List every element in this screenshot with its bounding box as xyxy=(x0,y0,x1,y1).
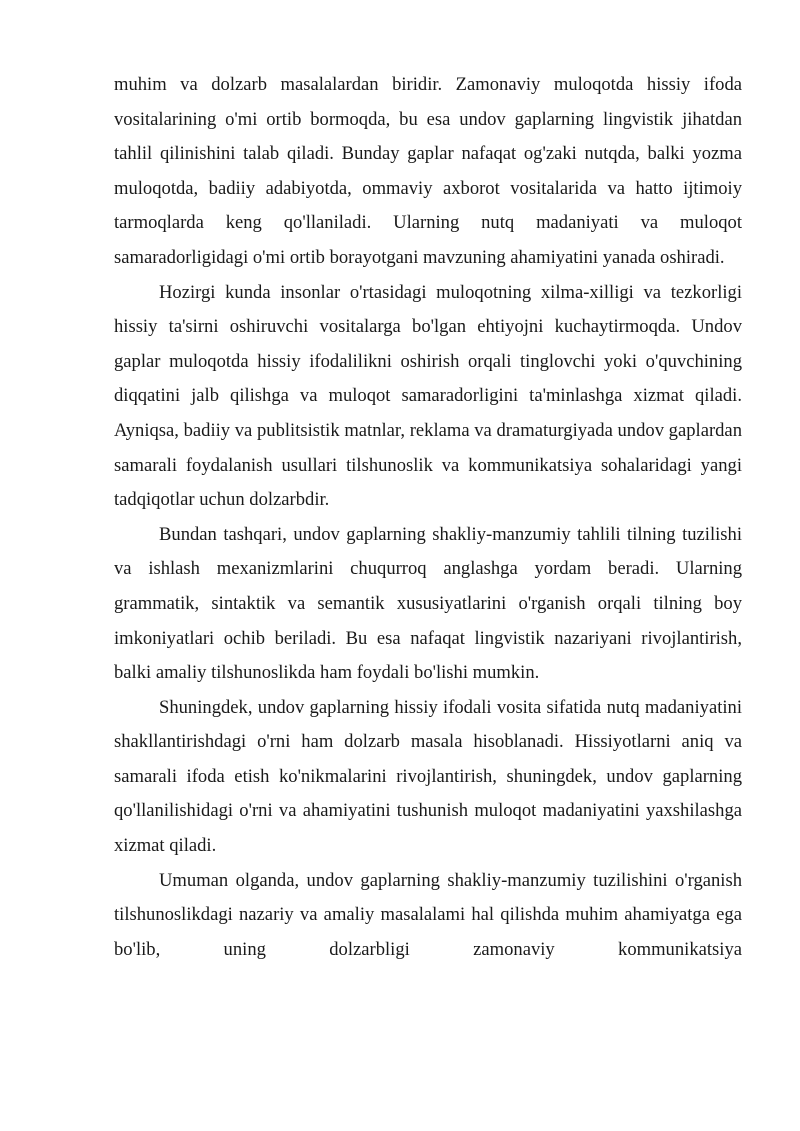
document-page xyxy=(114,68,742,967)
paragraph-conclusion: Umuman olganda, undov gaplarning shakliy-manzumiy tuzilishini o'rganish tilshunoslikdagi nazariy va amaliy masalalami hal qilishda muhim ahamiyatga ega bo'lib, uning dolzarbligi zamonaviy kommunikatsiya xyxy=(114,869,742,960)
paragraph-continuation: muhim va dolzarb masalalardan biridir. Zamonaviy muloqotda hissiy ifoda vositalarining o'mi ortib bormoqda, bu esa undov gaplarning lingvistik jihatdan tahlil qilinishini talab qiladi. Bunday gaplar nafaqat og'zaki nutqda, balki yozma muloqotda, badiiy adabiyotda, ommaviy axborot vositalarida va hatto ijtimoiy tarmoqlarda keng qo'llaniladi. Ularning nutq madaniyati va muloqot samaradorligidagi o'mi ortib borayotgani mavzuning ahamiyatini yanada oshiradi. xyxy=(114,74,742,268)
paragraph-communication-needs: Hozirgi kunda insonlar o'rtasidagi muloqotning xilma-xilligi va tezkorligi hissiy ta'sirni oshiruvchi vositalarga bo'lgan ehtiyojni kuchaytirmoqda. Undov gaplar muloqotda hissiy ifodalilikni oshirish orqali tinglovchi yoki o'quvchining diqqatini jalb qilishga va muloqot samaradorligini ta'minlashga xizmat qiladi. Ayniqsa, badiiy va publitsistik matnlar, reklama va dramaturgiyada undov gaplardan samarali foydalanish usullari tilshunoslik va kommunikatsiya sohalaridagi yangi tadqiqotlar uchun dolzarbdir. xyxy=(114,281,742,511)
paragraph-structural-analysis: Bundan tashqari, undov gaplarning shakliy-manzumiy tahlili tilning tuzilishi va ishlash mexanizmlarini chuqurroq anglashga yordam beradi. Ularning grammatik, sintaktik va semantik xususiyatlarini o'rganish orqali tilning boy imkoniyatlari ochib beriladi. Bu esa nafaqat lingvistik nazariyani rivojlantirish, balki amaliy tilshunoslikda ham foydali bo'lishi mumkin. xyxy=(114,523,742,684)
paragraph-speech-culture: Shuningdek, undov gaplarning hissiy ifodali vosita sifatida nutq madaniyatini shakllantirishdagi o'rni ham dolzarb masala hisoblanadi. Hissiyotlarni aniq va samarali ifoda etish ko'nikmalarini rivojlantirish, shuningdek, undov gaplarning qo'llanilishidagi o'rni va ahamiyatini tushunish muloqot madaniyatini yaxshilashga xizmat qiladi. xyxy=(114,696,742,857)
